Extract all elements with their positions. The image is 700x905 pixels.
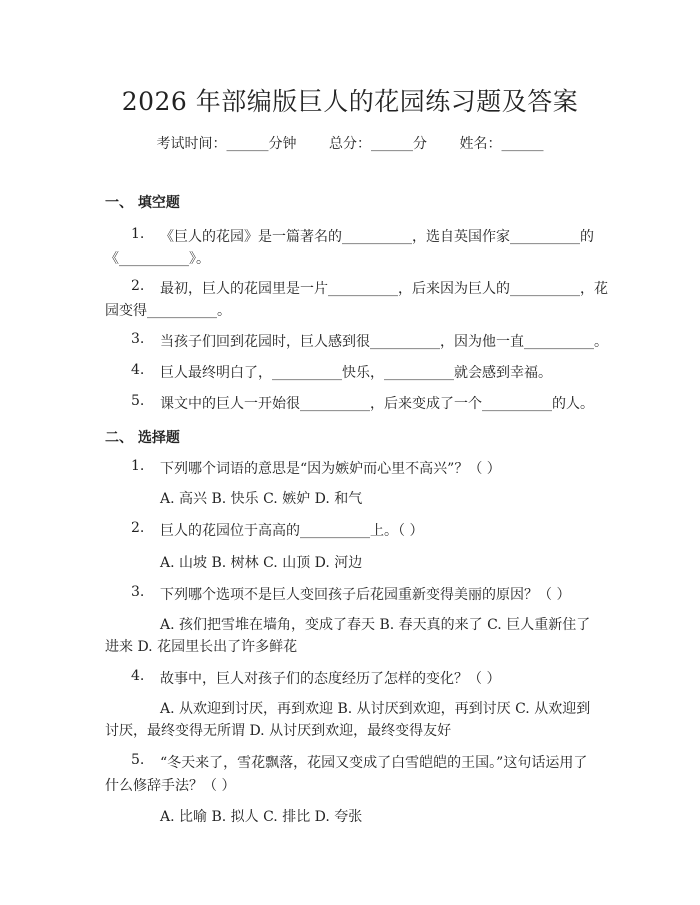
student-name: 姓名：______ — [459, 136, 544, 152]
answer-options: A. 高兴 B. 快乐 C. 嫉妒 D. 和气 — [160, 491, 363, 507]
answer-options: A. 山坡 B. 树林 C. 山顶 D. 河边 — [160, 555, 363, 571]
question-text-continued: 园变得__________。 — [105, 303, 231, 319]
question-text: 巨人最终明白了，__________快乐，__________就会感到幸福。 — [160, 365, 552, 381]
answer-options: A. 孩们把雪堆在墙角，变成了春天 B. 春天真的来了 C. 巨人重新住了 — [160, 617, 591, 633]
answer-options: A. 比喻 B. 拟人 C. 排比 D. 夸张 — [160, 809, 363, 825]
question-number: 4. — [131, 668, 145, 684]
question-number: 5. — [131, 752, 145, 768]
question-text: 下列哪个词语的意思是“因为嫉妒而心里不高兴”？（ ） — [160, 461, 501, 477]
page-title: 2026 年部编版巨人的花园练习题及答案 — [121, 87, 579, 116]
question-text: “冬天来了，雪花飘落，花园又变成了白雪皑皑的王国。”这句话运用了 — [160, 755, 588, 771]
answer-options-continued: 讨厌，最终变得无所谓 D. 从讨厌到欢迎，最终变得友好 — [105, 723, 452, 739]
exam-time: 考试时间：______分钟 — [156, 136, 297, 152]
question-text: 课文中的巨人一开始很__________，后来变成了一个__________的人。 — [160, 396, 594, 412]
question-number: 1. — [131, 458, 145, 474]
section-heading-fill-blank: 一、 填空题 — [105, 195, 180, 211]
exam-info — [0, 133, 700, 153]
question-number: 3. — [131, 331, 145, 347]
question-text: 当孩子们回到花园时，巨人感到很__________，因为他一直__________。 — [160, 334, 608, 350]
question-text: 巨人的花园位于高高的__________上。（ ） — [160, 523, 424, 539]
question-number: 5. — [131, 393, 145, 409]
exam-score: 总分：______分 — [329, 136, 427, 152]
question-text: 《巨人的花园》是一篇著名的__________，选自英国作家__________的 — [160, 229, 594, 245]
question-number: 3. — [131, 584, 145, 600]
section-heading-multiple-choice: 二、 选择题 — [105, 430, 180, 446]
answer-options-continued: 进来 D. 花园里长出了许多鲜花 — [105, 639, 298, 655]
question-number: 2. — [131, 520, 145, 536]
question-text: 故事中，巨人对孩子们的态度经历了怎样的变化？（ ） — [160, 671, 501, 687]
question-text-continued: 《__________》。 — [105, 251, 210, 267]
question-number: 1. — [131, 226, 145, 242]
question-text: 最初，巨人的花园里是一片__________，后来因为巨人的__________，花 — [160, 281, 608, 297]
question-text-continued: 什么修辞手法？（ ） — [105, 778, 236, 794]
question-number: 2. — [131, 278, 145, 294]
answer-options: A. 从欢迎到讨厌，再到欢迎 B. 从讨厌到欢迎，再到讨厌 C. 从欢迎到 — [160, 701, 591, 717]
question-number: 4. — [131, 362, 145, 378]
question-text: 下列哪个选项不是巨人变回孩子后花园重新变得美丽的原因？（ ） — [160, 587, 571, 603]
